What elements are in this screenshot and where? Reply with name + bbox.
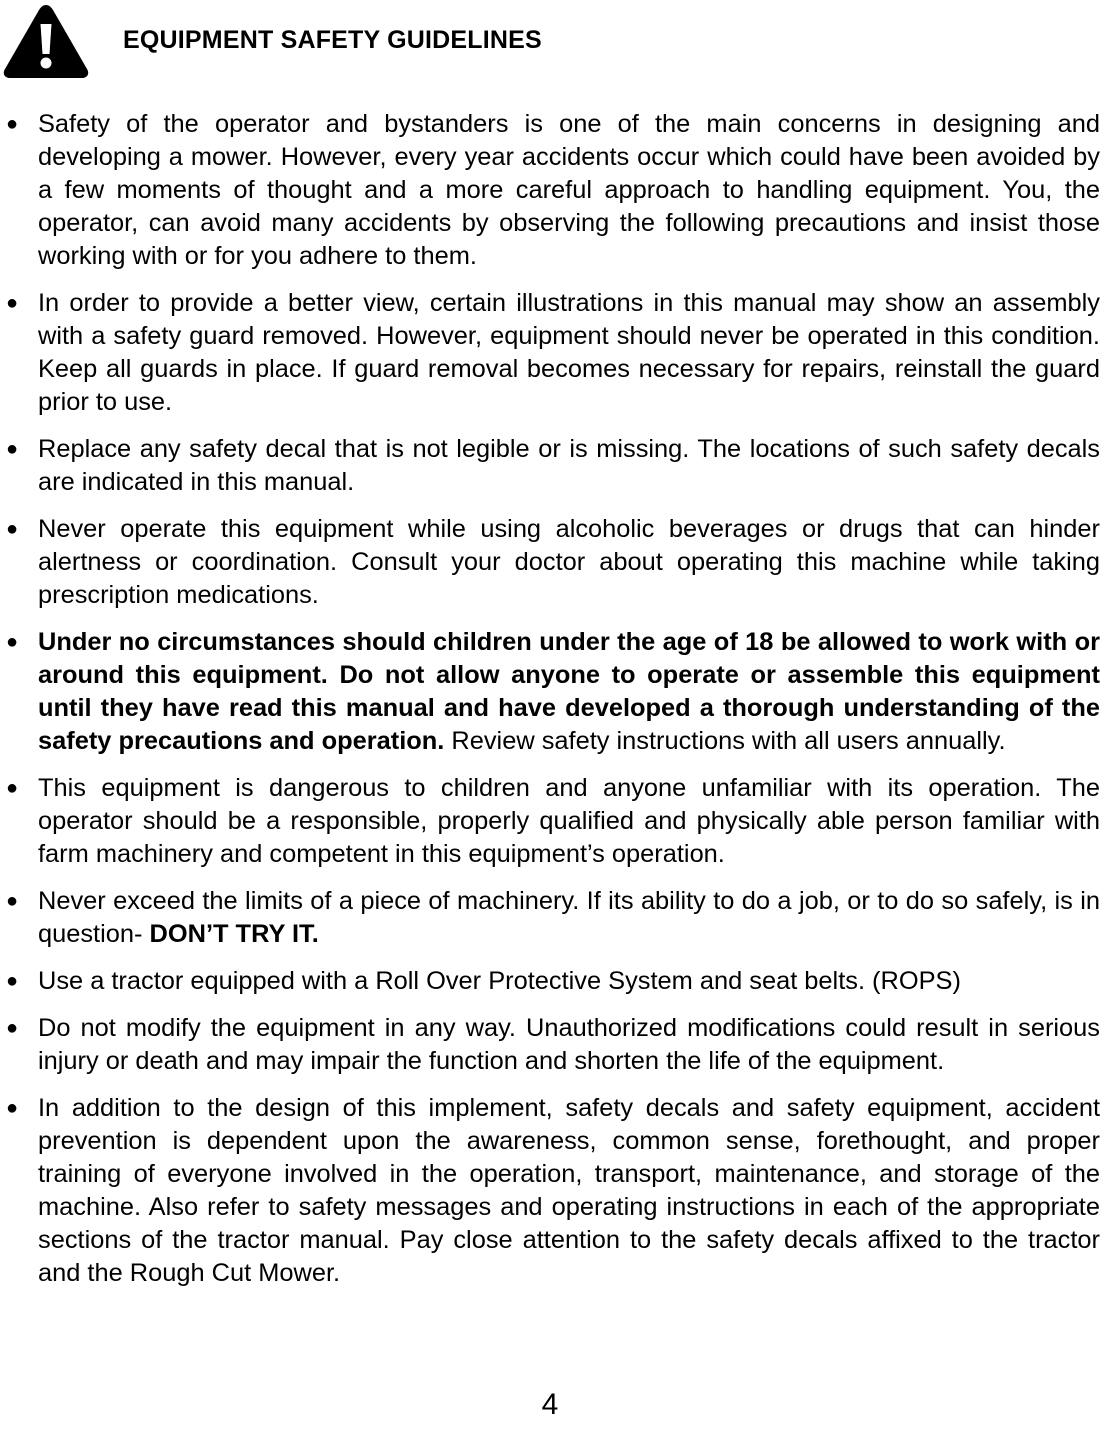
bullet-icon: ●	[6, 518, 19, 540]
bullet-icon: ●	[6, 777, 19, 799]
list-item	[0, 287, 1100, 419]
guideline-text: Review safety instructions with all users annually.	[451, 727, 1006, 755]
warning-triangle-icon	[2, 2, 90, 80]
list-item	[0, 772, 1100, 871]
guideline-text: Do not modify the equipment in any way. Unauthorized modifications could result in serious injury or death and may impair the function and shorten the life of the equipment.	[38, 1014, 1100, 1075]
bullet-icon: ●	[6, 292, 19, 314]
list-item	[0, 433, 1100, 499]
list-item	[0, 1012, 1100, 1078]
page-number: 4	[541, 1388, 559, 1421]
page-title: EQUIPMENT SAFETY GUIDELINES	[123, 26, 542, 54]
guideline-text: Replace any safety decal that is not legible or is missing. The locations of such safety decals are indicated in this manual.	[38, 435, 1100, 496]
bullet-icon: ●	[6, 1097, 19, 1119]
list-item	[0, 513, 1100, 612]
guidelines-list	[0, 108, 1100, 1304]
list-item	[0, 626, 1100, 758]
list-item	[0, 965, 1100, 998]
guideline-text: Safety of the operator and bystanders is one of the main concerns in designing and developing a mower. However, every year accidents occur which could have been avoided by a few moments of thought and a more careful approach to handling equipment. You, the operator, can avoid many accidents by observing the following precautions and insist those working with or for you adhere to them.	[38, 110, 1100, 270]
bullet-icon: ●	[6, 631, 19, 653]
exclamation-mark-dot	[41, 58, 52, 69]
bullet-icon: ●	[6, 1017, 19, 1039]
list-item	[0, 1092, 1100, 1290]
bullet-icon: ●	[6, 438, 19, 460]
guideline-text: Use a tractor equipped with a Roll Over Protective System and seat belts. (ROPS)	[38, 967, 961, 995]
bullet-icon: ●	[6, 890, 19, 912]
guideline-text: This equipment is dangerous to children and anyone unfamiliar with its operation. The operator should be a responsible, properly qualified and physically able person familiar with farm machinery and competent in this equipment’s operation.	[38, 774, 1100, 868]
list-item	[0, 108, 1100, 273]
guideline-bold-text: Under no circumstances should children under the age of 18 be allowed to work with or around this equipment. Do not allow anyone to operate or assemble this equipment until they have read this manual and have developed a thorough understanding of the safety precautions and operation.	[38, 628, 1100, 755]
guideline-text: Never operate this equipment while using alcoholic beverages or drugs that can hinder alertness or coordination. Consult your doctor about operating this machine while taking prescription medications.	[38, 515, 1100, 609]
bullet-icon: ●	[6, 113, 19, 135]
list-item	[0, 885, 1100, 951]
guideline-text: In order to provide a better view, certain illustrations in this manual may show an assembly with a safety guard removed. However, equipment should never be operated in this condition. Keep all guards in place. If guard removal becomes necessary for repairs, reinstall the guard prior to use.	[38, 289, 1100, 416]
bullet-icon: ●	[6, 970, 19, 992]
guideline-bold-suffix: DON’T TRY IT.	[149, 920, 319, 948]
guideline-text: In addition to the design of this implement, safety decals and safety equipment, accident prevention is dependent upon the awareness, common sense, forethought, and proper training of everyone involved in the operation, transport, maintenance, and storage of the machine. Also refer to safety messages and operating instructions in each of the appropriate sections of the tractor manual. Pay close attention to the safety decals affixed to the tractor and the Rough Cut Mower.	[38, 1094, 1100, 1287]
guideline-text: Never exceed the limits of a piece of machinery. If its ability to do a job, or to do so safely, is in question-	[38, 887, 1100, 948]
